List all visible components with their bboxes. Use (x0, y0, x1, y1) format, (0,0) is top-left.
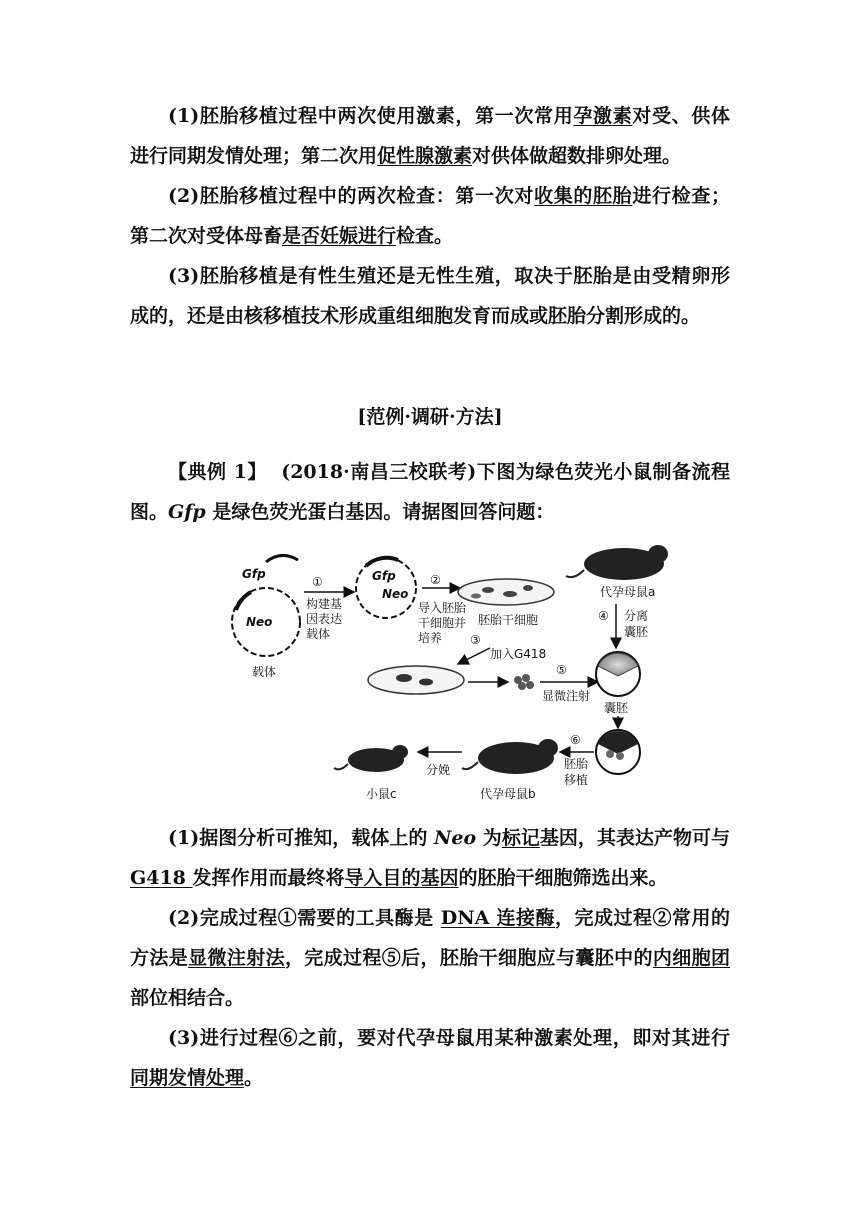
example-block (130, 452, 730, 532)
petri-dish-stem-cells (458, 579, 554, 605)
step1-line1: 构建基 (306, 597, 343, 611)
example-paragraph (130, 452, 730, 532)
answer-underline: 收集的胚胎 (534, 185, 633, 207)
text: (2)胚胎移植过程中的两次检查：第一次对 (168, 185, 535, 207)
step2-line2: 干细胞并 (418, 616, 467, 630)
step2-number: ② (430, 573, 441, 587)
answer-underline: 标记 (501, 827, 540, 849)
step4-line2: 囊胚 (624, 625, 649, 639)
step4-line1: 分离 (624, 609, 649, 623)
step6-number: ⑥ (570, 733, 581, 747)
stem-cells-label: 胚胎干细胞 (478, 613, 539, 627)
text: (1)据图分析可推知，载体上的 (168, 827, 435, 849)
arrow-step3 (458, 648, 490, 664)
step1-line2: 因表达 (306, 612, 343, 626)
blastocyst-label: 囊胚 (604, 701, 629, 715)
step6-line2: 移植 (564, 773, 589, 787)
answer-underline: DNA 连接酶 (440, 907, 555, 929)
flow-diagram (226, 540, 726, 810)
text: 部位相结合。 (130, 987, 245, 1009)
answers-block (130, 818, 730, 1098)
answer-underline: 导入目的基因 (344, 867, 459, 889)
blastocyst-icon (596, 652, 640, 696)
example-tag: 【典例 1】 (168, 461, 267, 483)
gene-name: Gfp (168, 501, 206, 523)
injected-blastocyst-icon (596, 730, 640, 774)
answer-underline: 是否妊娠进行 (282, 225, 397, 247)
text: 的胚胎干细胞筛选出来。 (458, 867, 668, 889)
mouse-a-label: 代孕母鼠a (600, 585, 656, 599)
text: (1)胚胎移植过程中两次使用激素，第一次常用 (168, 105, 574, 127)
intro-paragraph-3: (3)胚胎移植是有性生殖还是无性生殖，取决于胚胎是由受精卵形成的，还是由核移植技术形成重组细胞发育而成或胚胎分割形成的。 (130, 265, 730, 327)
vector-label: 载体 (252, 665, 277, 679)
answer-3 (130, 1018, 730, 1098)
mouse-b-icon (462, 739, 558, 774)
answer-underline: 促性腺激素 (377, 145, 473, 167)
vector-plasmid (232, 555, 300, 679)
answer-underline: 内细胞团 (652, 947, 730, 969)
intro-paragraph-2 (130, 176, 730, 256)
mouse-a-icon (566, 545, 668, 580)
step6-line1: 胚胎 (564, 757, 589, 771)
mouse-c-icon (334, 745, 408, 772)
example-source: (2018·南昌三校联考) (281, 461, 477, 483)
answer-1 (130, 818, 730, 898)
text: 基因，其表达产物可与 (539, 827, 730, 849)
neo-label-2: Neo (382, 587, 409, 601)
text: (3)进行过程⑥之前，要对代孕母鼠用某种激素处理，即对其进行 (168, 1027, 730, 1049)
step1-number: ① (312, 575, 323, 589)
answer-underline: 孕激素 (573, 105, 633, 127)
text: 为 (476, 827, 502, 849)
step3-number: ③ (470, 633, 481, 647)
answer-underline: 显微注射法 (188, 947, 285, 969)
neo-label: Neo (246, 615, 273, 629)
text: (2)完成过程①需要的工具酶是 (168, 907, 441, 929)
intro-paragraph-1 (130, 96, 730, 176)
text: 对供体做超数排卵处理。 (472, 145, 682, 167)
text: 对受、供体进行同期发情处理；第二次用 (130, 105, 730, 167)
text: ，完成过程②常用的方法是 (130, 907, 730, 969)
step5-number: ⑤ (556, 663, 567, 677)
petri-dish-selected (368, 666, 464, 694)
gfp-label-2: Gfp (372, 569, 396, 583)
mouse-b-label: 代孕母鼠b (480, 787, 536, 801)
step3-text: 加入G418 (490, 647, 547, 661)
cell-cluster (514, 674, 534, 690)
text: 发挥作用而最终将 (192, 867, 345, 889)
answer-underline: 同期发情处理 (130, 1067, 245, 1089)
text: 进行检查；第二次对受体母畜 (130, 185, 730, 247)
text: 检查。 (396, 225, 454, 247)
section-title: [范例·调研·方法] (357, 406, 503, 428)
step2-line1: 导入胚胎 (418, 601, 467, 615)
gfp-label: Gfp (242, 567, 266, 581)
step4-number: ④ (598, 609, 609, 623)
answer-underline: G418 (130, 867, 193, 889)
mouse-c-label: 小鼠c (366, 787, 397, 801)
step1-line3: 载体 (306, 627, 331, 641)
step5-text: 显微注射 (542, 689, 591, 703)
delivery-label: 分娩 (426, 763, 451, 777)
intro-block (130, 96, 730, 336)
text: 下图为绿色荧光小鼠制备流程图。 (130, 461, 730, 523)
gene-name: Neo (434, 827, 477, 849)
step2-line3: 培养 (418, 631, 443, 645)
text: 。 (244, 1067, 264, 1089)
answer-2 (130, 898, 730, 1018)
recombinant-plasmid (356, 558, 416, 618)
text: ，完成过程⑤后，胚胎干细胞应与囊胚中的 (284, 947, 653, 969)
text: 是绿色荧光蛋白基因。请据图回答问题： (205, 501, 555, 523)
